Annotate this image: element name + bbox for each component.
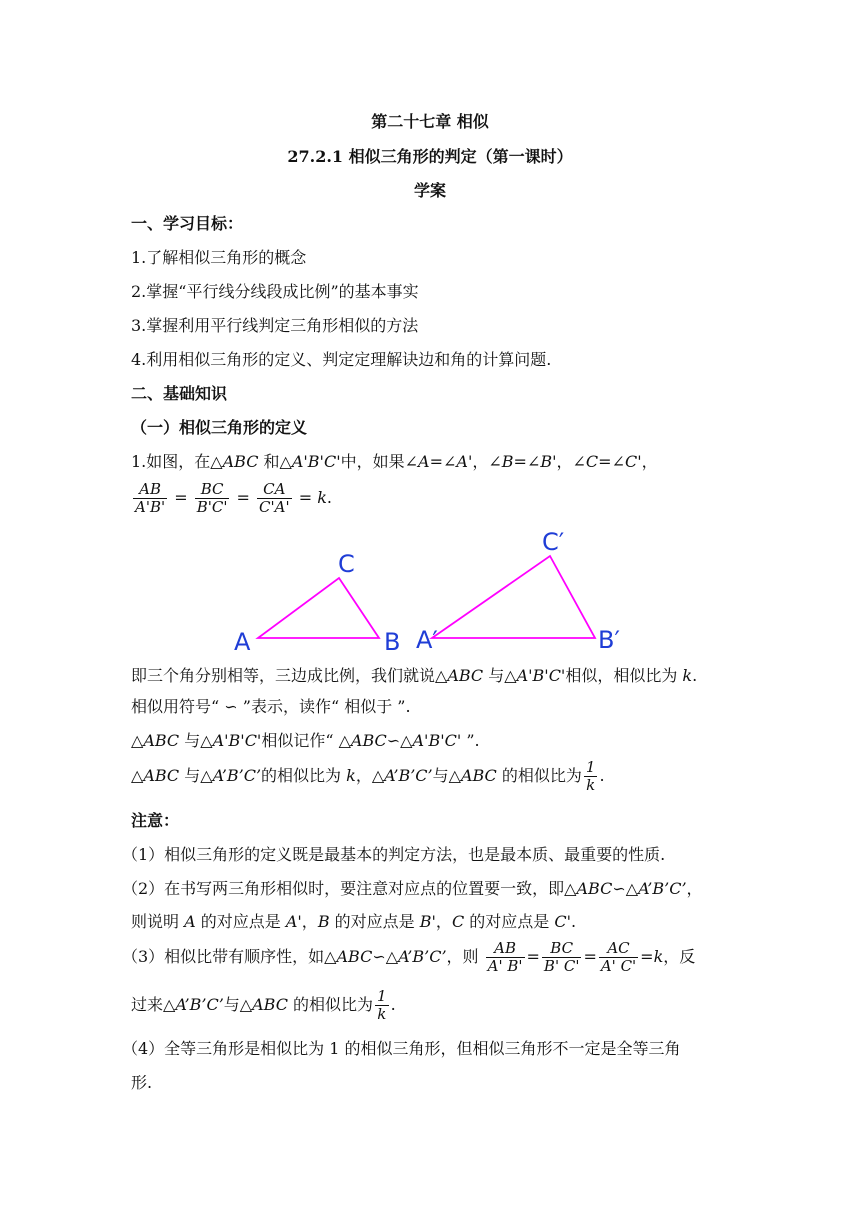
note-3: （3）相似比带有顺序性，如△ABC∽△A’B’C’，则 $\frac{AB}{A' B'}$ = $\frac{BC}{B' C'}$ = $\frac{AC}{A' C'}$ =k，反 — [122, 939, 696, 975]
fraction-ca: $\frac{CA}{C'A'}$ — [259, 480, 290, 516]
fraction-ac-n3: $\frac{AC}{A' C'}$ — [600, 939, 637, 975]
lesson-title: 27.2.1 相似三角形的判定（第一课时） — [287, 147, 573, 166]
notes-title: 注意： — [131, 811, 180, 830]
similarity-explanation: 即三个角分别相等，三边成比例，我们就说△ABC 与△A'B'C'相似，相似比为 k. — [131, 666, 698, 685]
doc-type-title: 学案 — [413, 181, 446, 200]
goal-item-3: 3.掌握利用平行线判定三角形相似的方法 — [131, 316, 419, 335]
chapter-title: 第二十七章 相似 — [371, 112, 489, 131]
label-c-prime: C′ — [542, 528, 565, 556]
label-b-prime: B′ — [598, 626, 620, 654]
subsection-definition-title: （一）相似三角形的定义 — [131, 418, 308, 437]
similarity-symbol-note: 相似用符号“ ∽ ”表示，读作“ 相似于 ”. — [131, 697, 411, 716]
section-learning-goals-title: 一、学习目标： — [131, 214, 244, 233]
fraction-bc: $\frac{BC}{B'C'}$ — [196, 480, 228, 516]
similarity-notation: △ABC 与△A'B'C'相似记作“ △ABC∽△A'B'C' ”. — [131, 731, 480, 750]
definition-paragraph: 1.如图，在△ABC 和△A'B'C'中，如果∠A=∠A'，∠B=∠B'，∠C=∠C'， — [131, 452, 658, 471]
similarity-ratio-sentence: △ABC 与△A’B’C’的相似比为 k，△A’B’C’与△ABC 的相似比为 $\frac{1}{k}$ . — [131, 758, 605, 794]
fraction-ab-n3: $\frac{AB}{A' B'}$ — [487, 939, 523, 975]
triangle-apbpcp — [432, 556, 595, 638]
note-3-continued: 过来△A’B’C’与△ABC 的相似比为 $\frac{1}{k}$ . — [131, 987, 396, 1023]
note-2-continued: 则说明 A 的对应点是 A'，B 的对应点是 B'，C 的对应点是 C'. — [131, 912, 577, 931]
label-b: B — [384, 628, 401, 656]
note-4-continued: 形. — [131, 1073, 153, 1092]
section-basic-knowledge-title: 二、基础知识 — [131, 384, 228, 403]
fraction-ab: $\frac{AB}{A'B'}$ — [135, 480, 166, 516]
triangle-abc — [258, 578, 379, 638]
goal-item-1: 1.了解相似三角形的概念 — [131, 248, 307, 267]
label-a-prime: A′ — [416, 626, 438, 654]
note-4: （4）全等三角形是相似比为 1 的相似三角形，但相似三角形不一定是全等三角 — [122, 1039, 681, 1058]
fraction-one-over-k-n3: $\frac{1}{k}$ — [377, 987, 387, 1023]
ratio-equation: $\frac{AB}{A'B'}$ = $\frac{BC}{B'C'}$ = $\frac{CA}{C'A'}$ = k. — [135, 480, 332, 516]
fraction-one-over-k: $\frac{1}{k}$ — [585, 758, 596, 794]
goal-item-2: 2.掌握“平行线分线段成比例”的基本事实 — [131, 282, 419, 301]
note-2: （2）在书写两三角形相似时，要注意对应点的位置要一致，即△ABC∽△A’B’C’， — [122, 879, 703, 898]
label-c: C — [338, 550, 355, 578]
note-1: （1）相似三角形的定义既是最基本的判定方法，也是最本质、最重要的性质. — [122, 845, 666, 864]
fraction-bc-n3: $\frac{BC}{B' C'}$ — [543, 939, 580, 975]
goal-item-4: 4.利用相似三角形的定义、判定定理解诀边和角的计算问题. — [131, 350, 552, 369]
label-a: A — [234, 628, 251, 656]
